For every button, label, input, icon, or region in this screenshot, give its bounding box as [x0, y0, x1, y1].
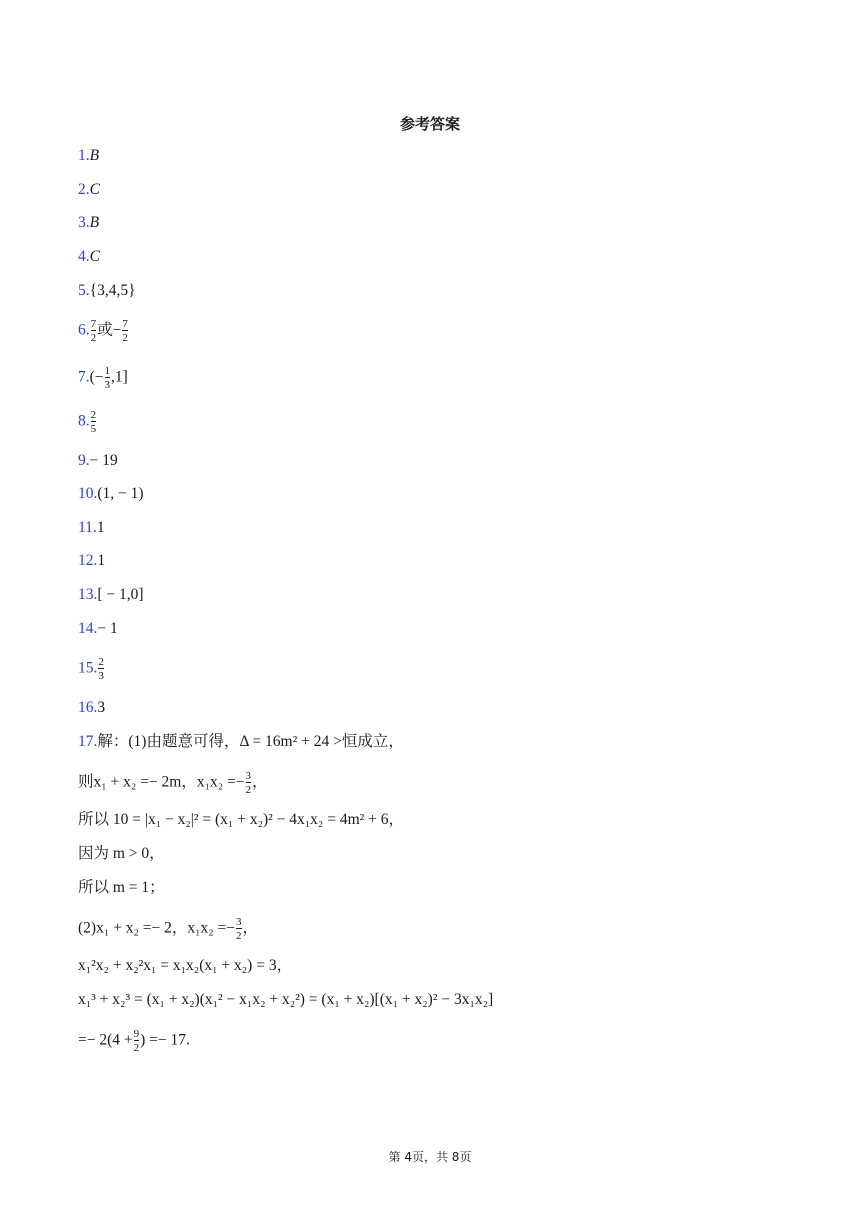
answer-number: 8.: [78, 412, 90, 430]
answer-value: (1, − 1): [97, 485, 144, 502]
answer-line: [78, 484, 144, 504]
answer-prefix: (−: [89, 368, 104, 386]
fraction: $\frac{2}{5}$: [90, 409, 97, 435]
answer-line: [78, 180, 100, 200]
page-title: 参考答案: [399, 115, 460, 133]
answer-line: [78, 698, 105, 718]
answer-number: 12.: [78, 552, 98, 569]
answer-number: 6.: [78, 321, 90, 339]
answer-value: {3,4,5}: [89, 282, 136, 299]
answer-number: 9.: [78, 452, 90, 469]
answer-value: − 1: [97, 620, 118, 637]
answer-number: 1.: [78, 147, 90, 164]
solution-text: ) =− 17.: [140, 1031, 190, 1049]
answer-value: [ − 1,0]: [97, 586, 144, 603]
answer-number: 11.: [78, 519, 97, 536]
solution-line: [78, 990, 493, 1010]
fraction: $\frac{2}{3}$: [98, 656, 104, 682]
solution-text: ，: [242, 919, 259, 937]
answer-line: [78, 318, 129, 344]
answer-value: 3: [97, 699, 106, 716]
answer-number: 15.: [78, 659, 98, 677]
solution-text: (2)x₁ + x₂ =− 2，x₁x₂ =−: [78, 919, 236, 937]
solution-text: x₁³ + x₂³ = (x₁ + x₂)(x₁² − x₁x₂ + x₂²) = (x₁ + x₂)[(x₁ + x₂)² − 3x₁x₂]: [78, 991, 494, 1008]
solution-line: [78, 1028, 190, 1054]
solution-line: [78, 956, 292, 976]
answer-number: 7.: [78, 368, 90, 386]
fraction: $\frac{7}{2}$: [122, 318, 128, 344]
solution-line: [78, 844, 165, 864]
answer-line: [78, 518, 105, 538]
solution-text: 所以 m = 1；: [78, 879, 165, 896]
solution-text: 则x₁ + x₂ =− 2m，x₁x₂ =−: [78, 773, 245, 791]
solution-text: x₁²x₂ + x₂²x₁ = x₁x₂(x₁ + x₂) = 3，: [78, 957, 293, 974]
answer-value: − 19: [89, 452, 118, 469]
answer-number: 3.: [78, 214, 90, 231]
fraction: $\frac{3}{2}$: [236, 916, 242, 942]
answer-value: C: [89, 181, 100, 198]
solution-text: =− 2(4 +: [78, 1031, 133, 1049]
solution-line: [78, 810, 404, 830]
page-footer: 第 4页，共 8页: [388, 1150, 472, 1164]
fraction: $\frac{9}{2}$: [133, 1028, 140, 1054]
answer-value: B: [89, 147, 100, 164]
answer-value: C: [89, 248, 100, 265]
answer-line: [78, 409, 97, 435]
answer-line: [78, 656, 105, 682]
answer-number: 17.: [78, 733, 98, 750]
answer-line: [78, 551, 105, 571]
solution-text: ，: [252, 773, 268, 791]
fraction: $\frac{1}{3}$: [104, 365, 111, 391]
answer-line: [78, 619, 118, 639]
answer-line: [78, 213, 99, 233]
answer-suffix: ,1]: [111, 368, 128, 386]
answer-line: [78, 281, 136, 301]
solution-text: 解：(1)由题意可得，Δ = 16m² + 24 >恒成立，: [97, 733, 404, 750]
answer-number: 4.: [78, 248, 90, 265]
fraction: $\frac{3}{2}$: [245, 770, 252, 796]
answer-separator: 或−: [97, 321, 122, 339]
answer-number: 5.: [78, 282, 90, 299]
solution-text: 所以 10 = |x₁ − x₂|² = (x₁ + x₂)² − 4x₁x₂ = 4m² + 6，: [78, 811, 405, 828]
answer-value: 1: [97, 552, 106, 569]
answer-value: 1: [96, 519, 105, 536]
solution-text: 因为 m > 0，: [78, 845, 165, 862]
answer-number: 16.: [78, 699, 98, 716]
answer-number: 10.: [78, 485, 98, 502]
fraction: $\frac{7}{2}$: [90, 318, 97, 344]
solution-line: [78, 916, 258, 942]
solution-line: [78, 878, 165, 898]
answer-line: [78, 365, 128, 391]
solution-line: [78, 770, 268, 796]
solution-line: [78, 732, 404, 752]
answer-value: B: [89, 214, 100, 231]
answer-line: [78, 451, 118, 471]
answer-line: [78, 247, 100, 267]
answer-number: 13.: [78, 586, 98, 603]
answer-number: 2.: [78, 181, 90, 198]
answer-line: [78, 585, 144, 605]
answer-line: [78, 146, 99, 166]
answer-number: 14.: [78, 620, 98, 637]
